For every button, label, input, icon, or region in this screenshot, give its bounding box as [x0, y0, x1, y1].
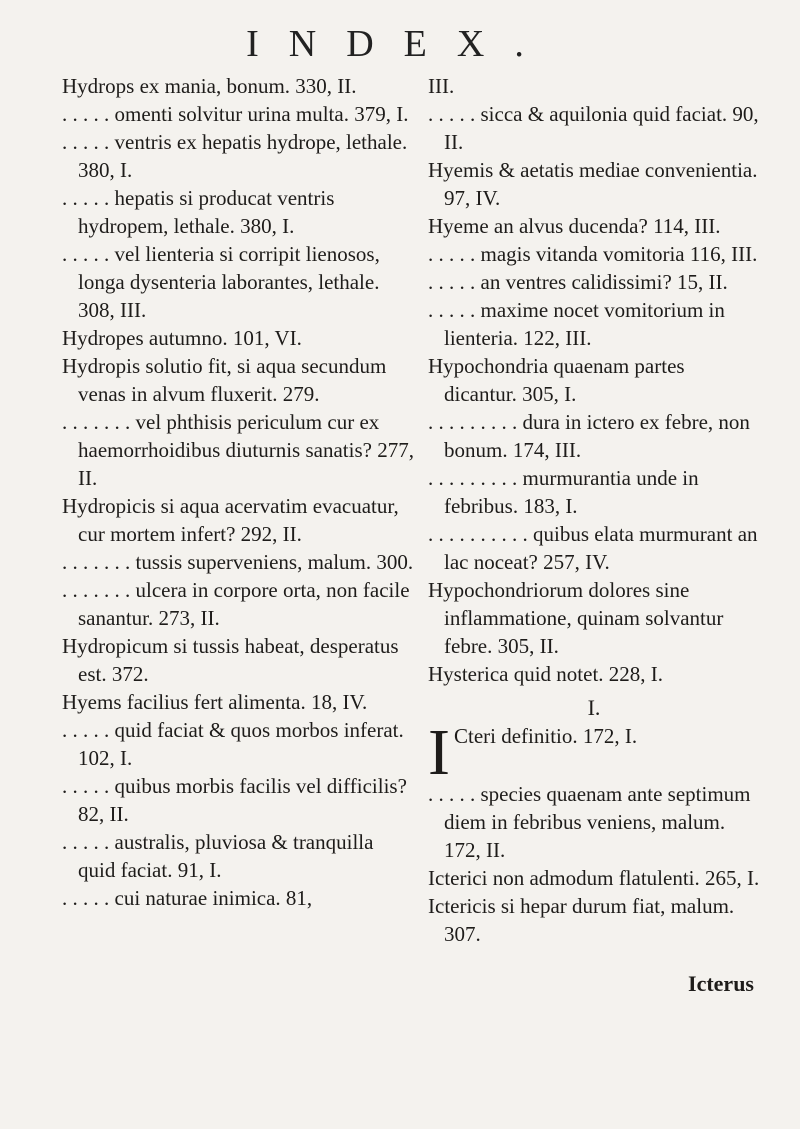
index-entry: Hydrops ex mania, bonum. 330, II.	[62, 74, 357, 98]
index-entry: Hydropes autumno. 101, VI.	[62, 326, 302, 350]
index-entry: . . . . . australis, pluviosa & tranquilla quid faciat. 91, I.	[62, 830, 374, 882]
index-entry-text: Cteri definitio. 172, I.	[453, 724, 638, 748]
index-entry: III.	[428, 74, 455, 98]
index-entry: Hysterica quid notet. 228, I.	[428, 662, 664, 686]
index-entry: . . . . . . . ulcera in corpore orta, non facile sanantur. 273, II.	[62, 578, 410, 630]
index-entry: . . . . . . . . . . quibus elata murmurant an lac noceat? 257, IV.	[428, 522, 758, 574]
index-entry: . . . . . ventris ex hepatis hydrope, lethale. 380, I.	[62, 130, 408, 182]
index-entry	[428, 716, 760, 789]
index-entry: . . . . . omenti solvitur urina multa. 379, I.	[62, 102, 409, 126]
index-entry: Hydropicum si tussis habeat, desperatus est. 372.	[62, 634, 399, 686]
index-entry: . . . . . sicca & aquilonia quid faciat. 90, II.	[428, 102, 759, 154]
index-entry: Hyeme an alvus ducenda? 114, III.	[428, 214, 721, 238]
index-entry: . . . . . quid faciat & quos morbos inferat. 102, I.	[62, 718, 404, 770]
index-entry: . . . . . magis vitanda vomitoria 116, III.	[428, 242, 758, 266]
index-entry: Hypochondria quaenam partes dicantur. 305, I.	[428, 354, 685, 406]
index-entry: . . . . . . . . . murmurantia unde in febribus. 183, I.	[428, 466, 699, 518]
page-title: INDEX.	[246, 23, 554, 65]
right-column	[428, 72, 760, 1020]
left-column	[62, 72, 414, 912]
index-entry: . . . . . an ventres calidissimi? 15, II.	[428, 270, 728, 294]
index-entry: Hypochondriorum dolores sine inflammatione, quinam solvantur febre. 305, II.	[428, 578, 724, 658]
index-entry: Ictericis si hepar durum fiat, malum. 307.	[428, 894, 735, 946]
index-entry: Hyems facilius fert alimenta. 18, IV.	[62, 690, 368, 714]
index-entry: . . . . . species quaenam ante septimum diem in febribus veniens, malum. 172, II.	[428, 782, 751, 862]
index-entry: . . . . . vel lienteria si corripit lienosos, longa dysenteria laborantes, lethale. 308, III.	[62, 242, 380, 322]
catchword: Icterus	[688, 971, 754, 996]
index-entry: Icterici non admodum flatulenti. 265, I.	[428, 866, 760, 890]
section-letter: I.	[587, 695, 601, 720]
page-header	[0, 22, 800, 66]
index-entry: . . . . . quibus morbis facilis vel difficilis? 82, II.	[62, 774, 407, 826]
index-entry: Hydropicis si aqua acervatim evacuatur, cur mortem infert? 292, II.	[62, 494, 399, 546]
drop-cap: I	[428, 716, 450, 789]
index-entry: . . . . . . . tussis superveniens, malum. 300.	[62, 550, 414, 574]
index-entry: . . . . . . . . . dura in ictero ex febre, non bonum. 174, III.	[428, 410, 750, 462]
index-entry: . . . . . maxime nocet vomitorium in lienteria. 122, III.	[428, 298, 725, 350]
index-entry: Hydropis solutio fit, si aqua secundum venas in alvum fluxerit. 279.	[62, 354, 387, 406]
index-entry: . . . . . hepatis si producat ventris hydropem, lethale. 380, I.	[62, 186, 335, 238]
index-entry: . . . . . cui naturae inimica. 81,	[62, 886, 313, 910]
index-entry: Hyemis & aetatis mediae convenientia. 97, IV.	[428, 158, 758, 210]
index-entry: . . . . . . . vel phthisis periculum cur ex haemorrhoidibus diuturnis sanatis? 277, II.	[62, 410, 414, 490]
